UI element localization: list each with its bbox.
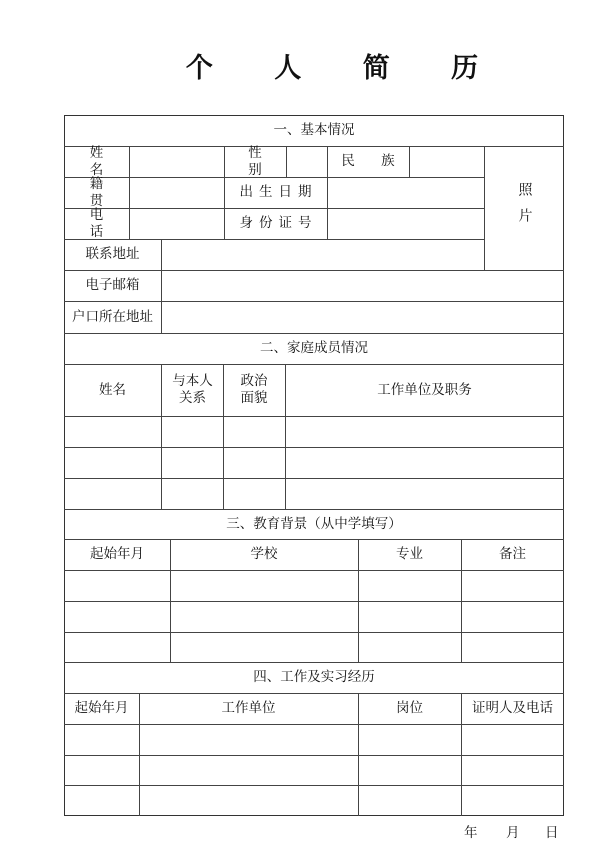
- col-header-employer-position: 工作单位及职务: [377, 381, 472, 398]
- row-divider: [64, 447, 564, 448]
- col-header-edu-period: 起始年月: [90, 546, 144, 562]
- section-heading-education: 三、教育背景（从中学填写）: [226, 515, 402, 532]
- row-divider: [64, 416, 564, 417]
- section-heading-work: 四、工作及实习经历: [253, 669, 375, 685]
- col-header-remarks: 备注: [499, 546, 526, 562]
- col-divider: [409, 146, 410, 177]
- label-birth-date: 出生日期: [239, 184, 318, 200]
- label-photo: 照片: [516, 182, 533, 234]
- label-id-number: 身份证号: [239, 215, 318, 231]
- col-divider: [286, 146, 287, 177]
- date-day: 日: [545, 825, 559, 841]
- section-heading-family: 二、家庭成员情况: [260, 340, 368, 356]
- label-phone: 电 话: [89, 206, 115, 240]
- row-divider: [64, 601, 564, 602]
- label-gender: 性 别: [248, 144, 273, 178]
- row-divider: [64, 478, 564, 479]
- col-header-relation: 与本人关系: [172, 373, 213, 406]
- label-name: 姓 名: [89, 144, 115, 178]
- page-title: 个 人 简 历: [185, 53, 505, 84]
- label-address: 联系地址: [85, 246, 140, 262]
- col-divider: [223, 364, 224, 509]
- label-native-place: 籍 贯: [89, 175, 115, 209]
- col-divider: [161, 239, 162, 333]
- date-year: 年: [464, 825, 478, 841]
- label-email: 电子邮箱: [85, 277, 140, 293]
- row-divider: [64, 632, 564, 633]
- col-header-major: 专业: [396, 546, 423, 562]
- col-header-post: 岗位: [396, 700, 423, 716]
- col-header-school: 学校: [250, 546, 278, 562]
- row-divider: [64, 570, 564, 571]
- date-month: 月: [506, 825, 520, 841]
- label-hukou: 户口所在地址: [72, 308, 153, 325]
- col-header-family-name: 姓名: [99, 381, 126, 398]
- col-divider: [161, 364, 162, 509]
- col-header-work-period: 起始年月: [74, 700, 129, 716]
- section-heading-basic: 一、基本情况: [273, 122, 355, 138]
- label-ethnicity: 民 族: [341, 153, 406, 169]
- col-header-political-status: 政治面貌: [240, 373, 268, 406]
- col-header-employer: 工作单位: [221, 700, 276, 716]
- col-header-referee: 证明人及电话: [472, 700, 553, 716]
- col-divider: [129, 146, 130, 239]
- photo-box: [484, 146, 564, 270]
